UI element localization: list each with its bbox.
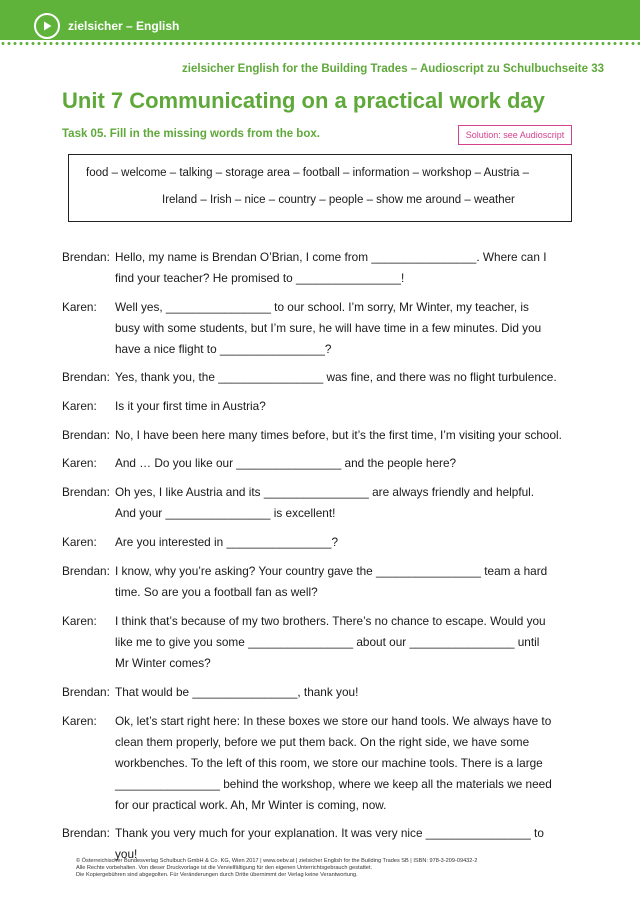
dialogue-row	[62, 611, 582, 674]
speaker-label: Karen:	[62, 399, 97, 413]
speaker-label: Karen:	[62, 614, 97, 628]
word-box-line: food – welcome – talking – storage area – football – information – workshop – Austria –	[86, 167, 530, 179]
footer-line: Alle Rechte vorbehalten. Von dieser Druckvorlage ist die Vervielfältigung für den eigenen Unterrichtsgebrauch gestattet.	[76, 865, 373, 871]
dialogue-text	[115, 482, 582, 524]
dialogue-text	[115, 711, 582, 816]
dialogue-line: workbenches. To the left of this room, we store our machine tools. There is a large	[115, 756, 543, 770]
dialogue-line: busy with some students, but I’m sure, he will have time in a few minutes. Did you	[115, 321, 542, 335]
dialogue-text	[115, 561, 582, 603]
dialogue-line: Is it your first time in Austria?	[115, 399, 266, 413]
dialogue-row	[62, 532, 582, 553]
dialogue-row	[62, 396, 582, 417]
dialogue-row	[62, 425, 582, 446]
dialogue-line: I think that’s because of my two brothers. There’s no chance to escape. Would you	[115, 614, 546, 628]
source-line: zielsicher English for the Building Trades – Audioscript zu Schulbuchseite 33	[182, 63, 604, 75]
dialogue-line: And … Do you like our ________________ and the people here?	[115, 456, 457, 470]
speaker-label: Karen:	[62, 456, 97, 470]
dialogue-text	[115, 247, 582, 289]
dialogue-line: clean them properly, before we put them back. On the right side, we have some	[115, 735, 530, 749]
speaker-label: Karen:	[62, 535, 97, 549]
dialogue-line: No, I have been here many times before, but it’s the first time, I’m visiting your school.	[115, 428, 562, 442]
footer	[76, 858, 477, 879]
dialogue-text	[115, 532, 582, 553]
dialogue-text	[115, 367, 582, 388]
play-icon	[34, 13, 60, 39]
dialogue-line: Yes, thank you, the ________________ was fine, and there was no flight turbulence.	[115, 370, 557, 384]
dialogue-line: Hello, my name is Brendan O’Brian, I come from ________________. Where can I	[115, 250, 547, 264]
speaker-label: Karen:	[62, 300, 97, 314]
dialogue-line: Well yes, ________________ to our school. I’m sorry, Mr Winter, my teacher, is	[115, 300, 529, 314]
speaker-label: Karen:	[62, 714, 97, 728]
dialogue-line: for our practical work. Ah, Mr Winter is coming, now.	[115, 798, 387, 812]
dialogue-row	[62, 561, 582, 603]
dialogue-row	[62, 453, 582, 474]
logo-text: zielsicher – English	[68, 19, 180, 33]
dialogue-line: I know, why you’re asking? Your country gave the ________________ team a hard	[115, 564, 548, 578]
dialogue-row	[62, 682, 582, 703]
dialogue-text	[115, 611, 582, 674]
dialogue-row	[62, 711, 582, 816]
dialogue-line: ________________ behind the workshop, where we keep all the materials we need	[115, 777, 552, 791]
page-title: Unit 7 Communicating on a practical work day	[62, 88, 545, 113]
speaker-label: Brendan:	[62, 685, 110, 699]
speaker-label: Brendan:	[62, 370, 110, 384]
speaker-label: Brendan:	[62, 564, 110, 578]
dialogue-row	[62, 297, 582, 360]
dialogue-row	[62, 482, 582, 524]
dialogue	[62, 247, 582, 865]
footer-line: Die Kopiergebühren sind abgegolten. Für Veränderungen durch Dritte übernimmt der Verlag keine Verantwortung.	[76, 872, 358, 878]
footer-line: © Österreichischer Bundesverlag Schulbuch GmbH & Co. KG, Wien 2017 | www.oebv.at | zielsicher English for the Building Trades SB | ISBN: 978-3-209-09432-2	[76, 858, 478, 864]
dialogue-line: have a nice flight to ________________?	[115, 342, 332, 356]
solution-badge: Solution: see Audioscript	[458, 125, 572, 145]
dialogue-text	[115, 396, 582, 417]
task-instruction: Task 05. Fill in the missing words from the box.	[62, 128, 320, 140]
dialogue-text	[115, 682, 582, 703]
dialogue-line: Mr Winter comes?	[115, 656, 211, 670]
speaker-label: Brendan:	[62, 485, 110, 499]
word-box	[68, 154, 572, 222]
dialogue-row	[62, 367, 582, 388]
dialogue-line: time. So are you a football fan as well?	[115, 585, 318, 599]
dialogue-line: you!	[115, 847, 138, 861]
speaker-label: Brendan:	[62, 428, 110, 442]
speaker-label: Brendan:	[62, 826, 110, 840]
dialogue-line: Thank you very much for your explanation. It was very nice ________________ to	[115, 826, 544, 840]
speaker-label: Brendan:	[62, 250, 110, 264]
dialogue-line: And your ________________ is excellent!	[115, 506, 336, 520]
logo	[34, 13, 179, 39]
dialogue-text	[115, 425, 582, 446]
word-box-line: Ireland – Irish – nice – country – people – show me around – weather	[162, 194, 515, 206]
dialogue-line: Ok, let’s start right here: In these boxes we store our hand tools. We always have to	[115, 714, 552, 728]
dialogue-line: That would be ________________, thank you!	[115, 685, 359, 699]
dialogue-line: find your teacher? He promised to ________________!	[115, 271, 405, 285]
dialogue-line: like me to give you some ________________ about our ________________ until	[115, 635, 540, 649]
dialogue-line: Oh yes, I like Austria and its ________________ are always friendly and helpful.	[115, 485, 535, 499]
dialogue-text	[115, 453, 582, 474]
dialogue-line: Are you interested in ________________?	[115, 535, 339, 549]
dialogue-row	[62, 247, 582, 289]
dialogue-text	[115, 297, 582, 360]
